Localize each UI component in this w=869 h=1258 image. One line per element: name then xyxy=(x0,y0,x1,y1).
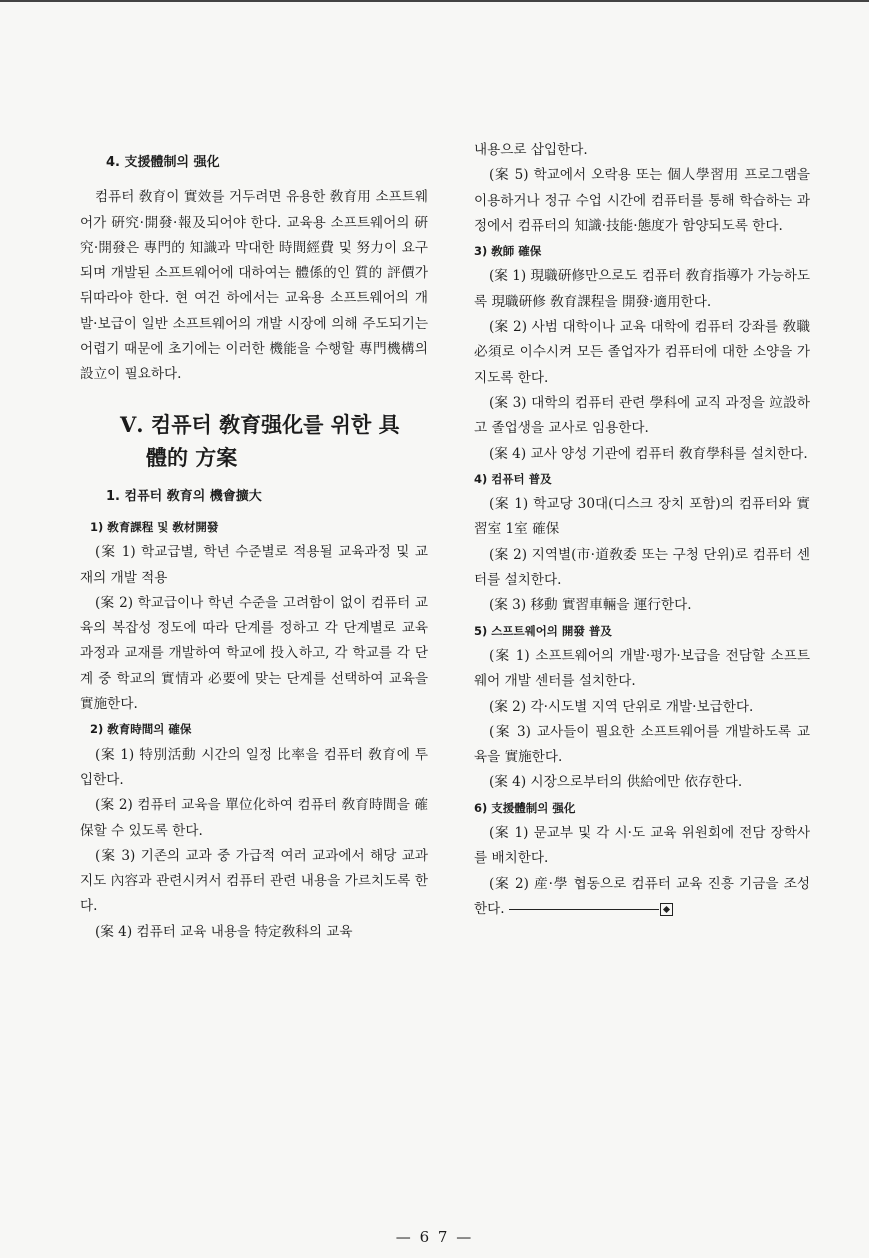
list-item: (案 4) 컴퓨터 교육 내용을 特定敎科의 교육 xyxy=(94,923,353,940)
list-item: (案 2) 각·시도별 지역 단위로 개발·보급한다. xyxy=(488,698,754,715)
section-heading-opportunity: 1. 컴퓨터 敎育의 機會擴大 xyxy=(106,488,262,504)
list-item: (案 2) 컴퓨터 교육을 單位化하여 컴퓨터 敎育時間을 確保할 수 있도록 한다. xyxy=(80,797,428,839)
list-item: (案 1) 학교당 30대(디스크 장치 포함)의 컴퓨터와 實習室 1室 確保 xyxy=(474,496,810,538)
chapter-heading-line1: Ⅴ. 컴퓨터 敎育强化를 위한 具 xyxy=(120,411,400,437)
list-item: (案 3) 교사들이 필요한 소프트웨어를 개발하도록 교육을 實施한다. xyxy=(474,723,810,766)
list-item: (案 3) 移動 實習車輛을 運行한다. xyxy=(488,597,692,614)
subsection-heading: 2) 敎育時間의 確保 xyxy=(90,722,192,737)
left-column xyxy=(80,138,428,945)
list-item: (案 1) 現職硏修만으로도 컴퓨터 敎育指導가 가능하도록 現職硏修 敎育課程을 開發·適用한다. xyxy=(474,268,810,310)
list-item: (案 1) 特別活動 시간의 일정 比率을 컴퓨터 敎育에 투입한다. xyxy=(80,746,428,788)
list-item: (案 2) 지역별(市·道敎委 또는 구청 단위)로 컴퓨터 센터를 설치한다. xyxy=(474,546,810,589)
page-number: — 6 7 — xyxy=(395,1228,474,1246)
subsection-heading: 4) 컴퓨터 普及 xyxy=(474,471,552,486)
list-item: (案 4) 교사 양성 기관에 컴퓨터 敎育學科를 설치한다. xyxy=(488,445,808,462)
subsection-heading: 5) 스프트웨어의 開發 普及 xyxy=(474,623,612,638)
continuation-text: 내용으로 삽입한다. xyxy=(474,142,588,158)
list-item: (案 3) 기존의 교과 중 가급적 여러 교과에서 해당 교과 지도 內容과 관련시켜서 컴퓨터 관련 내용을 가르치도록 한다. xyxy=(80,847,428,915)
list-item: (案 2) 사범 대학이나 교육 대학에 컴퓨터 강좌를 敎職必須로 이수시켜 모든 졸업자가 컴퓨터에 대한 소양을 가지도록 한다. xyxy=(474,319,810,386)
right-column xyxy=(474,138,810,922)
end-of-article-icon xyxy=(660,903,673,916)
list-item: (案 4) 시장으로부터의 供給에만 依存한다. xyxy=(488,774,743,791)
chapter-heading-line2: 體的 方案 xyxy=(146,444,238,470)
list-item: (案 2) 학교급이나 학년 수준을 고려함이 없이 컴퓨터 교육의 복잡성 정도에 따라 단계를 정하고 각 단계별로 교육 과정과 교재를 개발하여 학교에 投入하고, 각 학교를 각 단계 중 학교의 實情과 必要에 맞는 단계를 선택하여 교육을 實施한다. xyxy=(80,594,428,713)
list-item-last xyxy=(474,872,810,923)
list-item: (案 1) 소프트웨어의 개발·평가·보급을 전담할 소프트웨어 개발 센터를 설치한다. xyxy=(474,647,810,690)
list-item: (案 5) 학교에서 오락용 또는 個人學習用 프로그램을 이용하거나 정규 수업 시간에 컴퓨터를 통해 학습하는 과정에서 컴퓨터의 知識·技能·態度가 함양되도록 한다. xyxy=(474,167,810,234)
subsection-heading: 1) 敎育課程 및 敎材開發 xyxy=(90,519,219,534)
chapter-heading xyxy=(80,408,428,474)
top-rule xyxy=(0,0,869,2)
end-rule xyxy=(509,909,659,910)
list-item-text: (案 2) 産·學 협동으로 컴퓨터 교육 진흥 기금을 조성한다. xyxy=(474,875,810,917)
list-item: (案 3) 대학의 컴퓨터 관련 學科에 교직 과정을 竝設하고 졸업생을 교사로 임용한다. xyxy=(474,394,810,437)
list-item: (案 1) 문교부 및 각 시·도 교육 위원회에 전담 장학사를 배치한다. xyxy=(474,825,810,867)
section-paragraph: 컴퓨터 敎育이 實效를 거두려면 유용한 敎育用 소프트웨어가 硏究·開發·報及되어야 한다. 교육용 소프트웨어의 硏究·開發은 專門的 知識과 막대한 時間經費 및 努力이 요구되며 개발된 소프트웨어에 대하여는 體係的인 質的 評價가 뒤따라야 한다. 현 여건 하에서는 교육용 소프트웨어의 개발·보급이 일반 소프트웨어의 개발 시장에 의해 주도되기는 어렵기 때문에 초기에는 이러한 機能을 수행할 專門機構의 設立이 필요하다. xyxy=(80,189,428,383)
subsection-heading: 6) 支援體制의 强化 xyxy=(474,800,576,815)
subsection-heading: 3) 敎師 確保 xyxy=(474,244,542,259)
list-item: (案 1) 학교급별, 학년 수준별로 적용될 교육과정 및 교재의 개발 적용 xyxy=(80,544,428,586)
section-heading-support: 4. 支援體制의 强化 xyxy=(106,155,220,170)
